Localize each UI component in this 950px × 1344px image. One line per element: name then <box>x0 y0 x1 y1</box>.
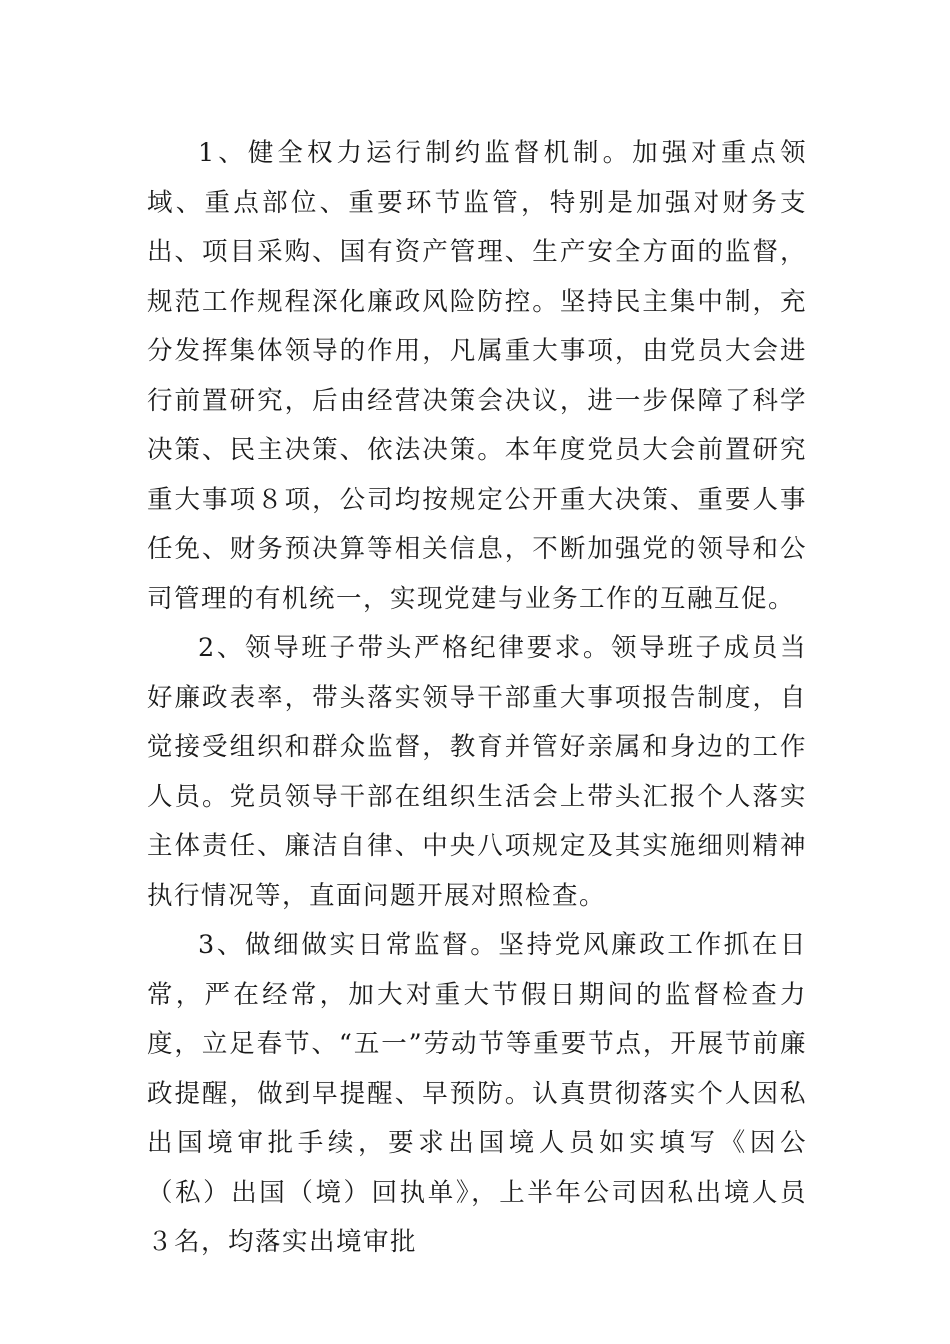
paragraph-1: 1、健全权力运行制约监督机制。加强对重点领域、重点部位、重要环节监管，特别是加强对财务支出、项目采购、国有资产管理、生产安全方面的监督，规范工作规程深化廉政风险防控。坚持民主集中制，充分发挥集体领导的作用，凡属重大事项，由党员大会进行前置研究，后由经营决策会决议，进一步保障了科学决策、民主决策、依法决策。本年度党员大会前置研究重大事项８项，公司均按规定公开重大决策、重要人事任免、财务预决算等相关信息，不断加强党的领导和公司管理的有机统一，实现党建与业务工作的互融互促。 <box>147 138 807 614</box>
paragraph-3: 3、做细做实日常监督。坚持党风廉政工作抓在日常，严在经常，加大对重大节假日期间的监督检查力度，立足春节、“五一”劳动节等重要节点，开展节前廉政提醒，做到早提醒、早预防。认真贯彻落实个人因私出国境审批手续，要求出国境人员如实填写《因公（私）出国（境）回执单》，上半年公司因私出境人员３名，均落实出境审批 <box>147 930 807 1257</box>
paragraph-2: 2、领导班子带头严格纪律要求。领导班子成员当好廉政表率，带头落实领导干部重大事项报告制度，自觉接受组织和群众监督，教育并管好亲属和身边的工作人员。党员领导干部在组织生活会上带头汇报个人落实主体责任、廉洁自律、中央八项规定及其实施细则精神执行情况等，直面问题开展对照检查。 <box>147 633 807 911</box>
document-body <box>147 129 807 1268</box>
